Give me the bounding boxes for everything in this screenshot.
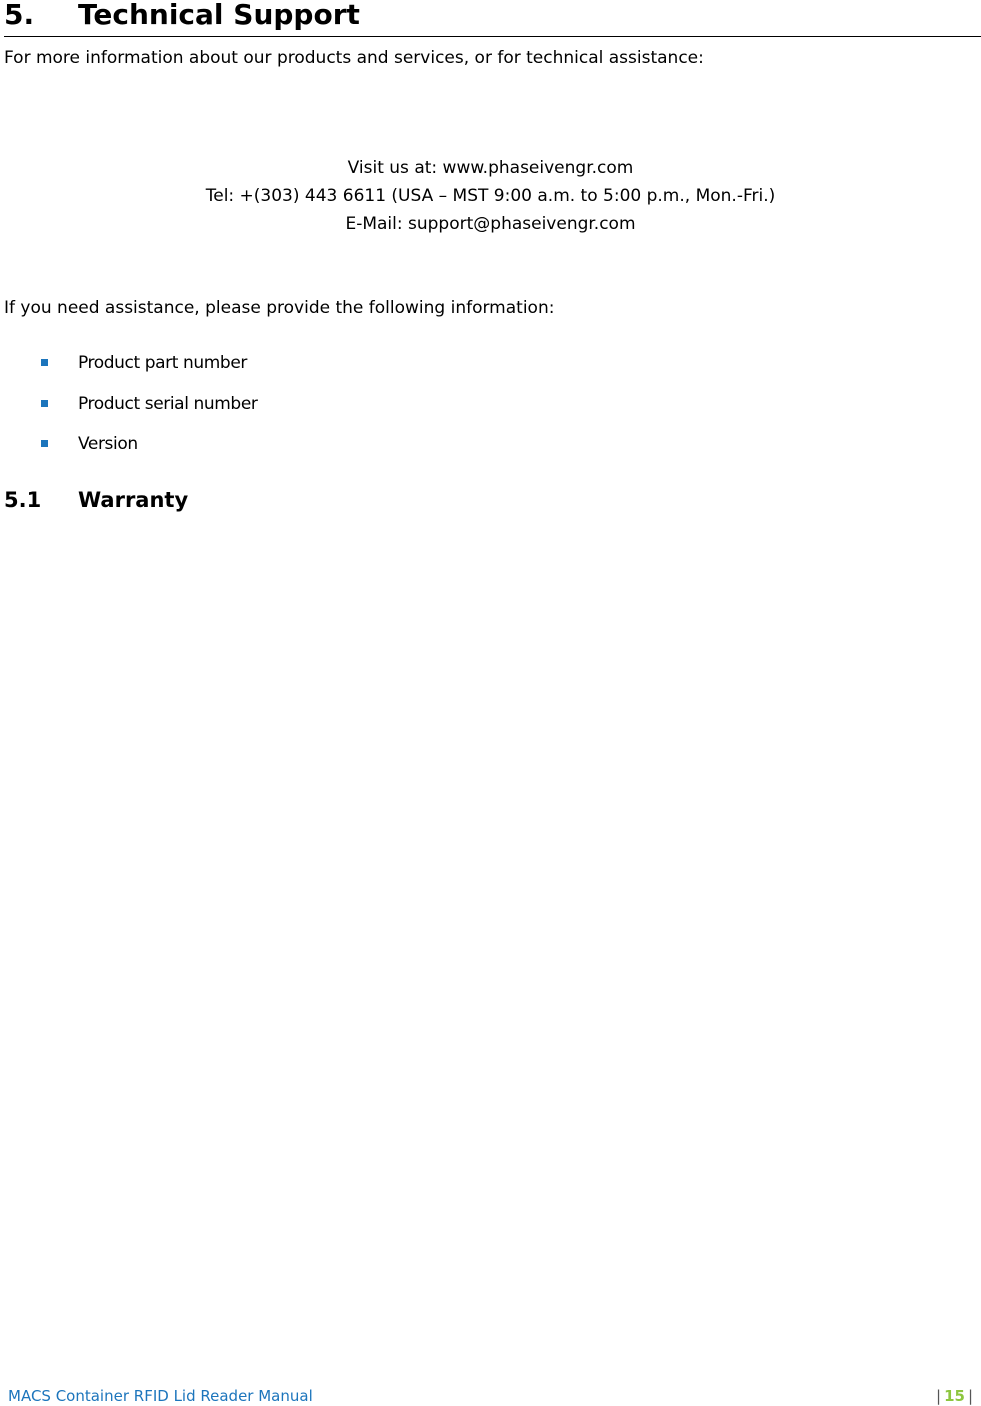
assistance-paragraph: If you need assistance, please provide the following information: [4, 298, 555, 318]
footer-separator-right: | [967, 1387, 973, 1405]
list-item-text: Product part number [78, 353, 247, 373]
contact-website: Visit us at: www.phaseivengr.com [347, 158, 634, 178]
section-number: 5. [4, 0, 35, 31]
subsection-title: Warranty [78, 488, 189, 512]
subsection-number: 5.1 [4, 488, 42, 512]
footer-document-title: MACS Container RFID Lid Reader Manual [8, 1387, 313, 1405]
section-title: Technical Support [78, 0, 360, 31]
square-bullet-icon [41, 359, 48, 366]
contact-phone: Tel: +(303) 443 6611 (USA – MST 9:00 a.m. to 5:00 p.m., Mon.-Fri.) [205, 186, 776, 206]
square-bullet-icon [41, 400, 48, 407]
list-item-text: Product serial number [78, 394, 258, 414]
footer-page-number [936, 1386, 973, 1406]
section-heading [4, 0, 981, 37]
contact-email: E-Mail: support@phaseivengr.com [345, 214, 636, 234]
list-item-text: Version [78, 434, 138, 454]
square-bullet-icon [41, 440, 48, 447]
page-number: 15 [944, 1387, 965, 1405]
intro-paragraph: For more information about our products and services, or for technical assistance: [4, 48, 704, 68]
footer-separator-left: | [936, 1387, 942, 1405]
